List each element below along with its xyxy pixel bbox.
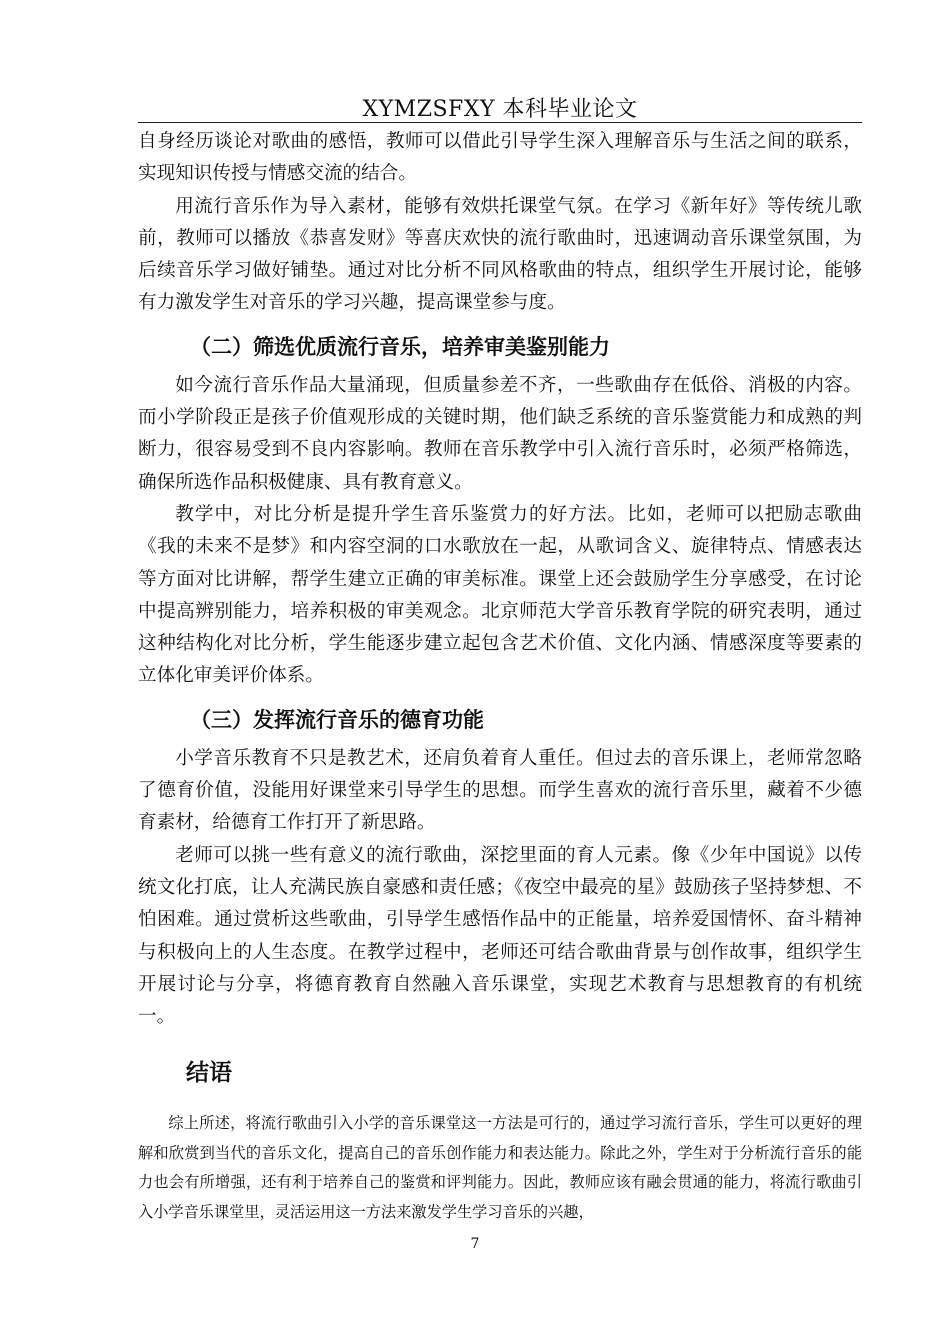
section-heading-2: （二）筛选优质流行音乐，培养审美鉴别能力 — [190, 334, 610, 359]
paragraph-section3-1: 小学音乐教育不只是教艺术，还肩负着育人重任。但过去的音乐课上，老师常忽略了德育价值，没能用好课堂来引导学生的思想。而学生喜欢的流行音乐里，藏着不少德育素材，给德育工作打开了新思路。 — [138, 747, 862, 834]
paragraph-section2-2: 教学中，对比分析是提升学生音乐鉴赏力的好方法。比如，老师可以把励志歌曲《我的未来不是梦》和内容空洞的口水歌放在一起，从歌词含义、旋律特点、情感表达等方面对比讲解，帮学生建立正确的审美标准。课堂上还会鼓励学生分享感受，在讨论中提高辨别能力，培养积极的审美观念。北京师范大学音乐教育学院的研究表明，通过这种结构化对比分析，学生能逐步建立起包含艺术价值、文化内涵、情感深度等要素的立体化审美评价体系。 — [138, 503, 862, 687]
paragraph-section2-1: 如今流行音乐作品大量涌现，但质量参差不齐，一些歌曲存在低俗、消极的内容。而小学阶段正是孩子价值观形成的关键时期，他们缺乏系统的音乐鉴赏能力和成熟的判断力，很容易受到不良内容影响。教师在音乐教学中引入流行音乐时，必须严格筛选，确保所选作品积极健康、具有教育意义。 — [138, 374, 862, 493]
page-header-title: XYMZSFXY 本科毕业论文 — [362, 97, 638, 122]
page-body — [138, 126, 862, 1227]
paragraph-conclusion-1: 综上所述，将流行歌曲引入小学的音乐课堂这一方法是可行的，通过学习流行音乐，学生可以更好的理解和欣赏到当代的音乐文化，提高自己的音乐创作能力和表达能力。除此之外，学生对于分析流行音乐的能力也会有所增强，还有利于培养自己的鉴赏和评判能力。因此，教师应该有融会贯通的能力，将流行歌曲引入小学音乐课堂里，灵活运用这一方法来激发学生学习音乐的兴趣， — [138, 1114, 862, 1221]
header-divider — [138, 122, 862, 123]
paragraph-intro-2: 用流行音乐作为导入素材，能够有效烘托课堂气氛。在学习《新年好》等传统儿歌前，教师可以播放《恭喜发财》等喜庆欢快的流行歌曲时，迅速调动音乐课堂氛围，为后续音乐学习做好铺垫。通过对比分析不同风格歌曲的特点，组织学生开展讨论，能够有力激发学生对音乐的学习兴趣，提高课堂参与度。 — [138, 195, 862, 314]
page-number: 7 — [470, 1236, 480, 1252]
conclusion-heading: 结语 — [186, 1060, 232, 1087]
paragraph-intro-continuation: 自身经历谈论对歌曲的感悟，教师可以借此引导学生深入理解音乐与生活之间的联系，实现知识传授与情感交流的结合。 — [138, 131, 862, 185]
paragraph-section3-2: 老师可以挑一些有意义的流行歌曲，深挖里面的育人元素。像《少年中国说》以传统文化打底，让人充满民族自豪感和责任感；《夜空中最亮的星》鼓励孩子坚持梦想、不怕困难。通过赏析这些歌曲，引导学生感悟作品中的正能量，培养爱国情怀、奋斗精神与积极向上的人生态度。在教学过程中，老师还可结合歌曲背景与创作故事，组织学生开展讨论与分享，将德育教育自然融入音乐课堂，实现艺术教育与思想教育的有机统一。 — [138, 844, 862, 1028]
section-heading-3: （三）发挥流行音乐的德育功能 — [190, 707, 484, 732]
